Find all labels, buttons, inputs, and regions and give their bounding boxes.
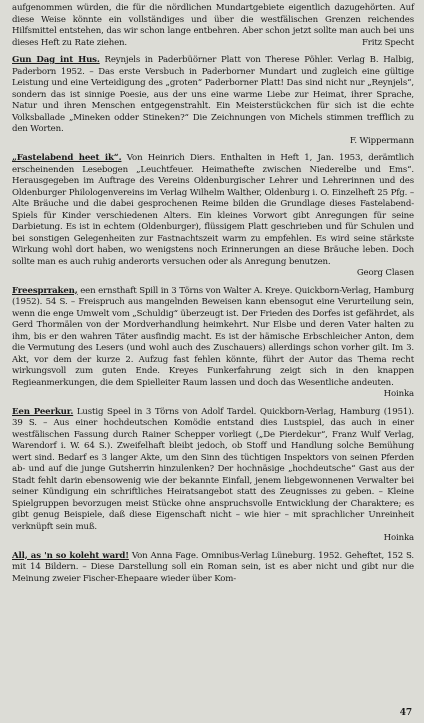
review-signature: Hoinka xyxy=(383,389,414,399)
review-text: Lustig Speel in 3 Törns von Adolf Tardel. Quickborn-Verlag, Hamburg (1951). 39 S. – Aus einer hochdeutschen Komödie entstand dies Lustspiel, das auch in einer westfälischen Fassung durch Rainer Schepper vorliegt („De Pierdekur“, Franz Wulf Verlag, Warendorf i. W. 64 S.). Zweifelhaft bleibt jedoch, ob Stoff und Handlung solche Bemühung wert sind. Bedarf es 3 langer Akte, um den Sinn des tüchtigen Inspektors von seinen Pferden ab- und auf die junge Gutsherrin hinzulenken? Der hochnäsige „hochdeutsche“ Gast aus der Stadt fehlt darin ebensowenig wie der bekannte Einfall, jenem liebgewonnenen Verwalter bei seiner Kündigung ein schriftliches Heiratsangebot statt des Zeugnisses zu geben. – Kleine Spielgruppen bevorzugen meist Stücke ohne anspruchsvolle Entwicklung der Charaktere; es gibt genug Beispiele, daß diese Eigenschaft nicht – wie hier – mit sprachlicher Unreinheit verknüpft sein muß. xyxy=(12,406,414,532)
review-text: Von Heinrich Diers. Enthalten in Heft 1, Jan. 1953, derämtlich erscheinenden Lesebogen „Leuchtfeuer. Heimathefte zwischen Niederelbe und Ems“. Herausgegeben im Auftrage des Vereins Oldenburgischer Lehrer und Lehrerinnen und des Oldenburger Philologenvereins im Verlag Wilhelm Walther, Oldenburg i. O. Einzelheft 25 Pfg. – Alte Bräuche und die dabei gesprochenen Reime bilden die Grundlage dieses Fastelabend-Spiels für Kinder verschiedenen Alters. Ein kleines Vorwort gibt Anregungen für seine Darbietung. Es ist in echtem (Oldenburger), flüssigem Platt geschrieben und für Schulen und bei sonstigen Gelegenheiten zur Fastnachtszeit warm zu empfehlen. Es wird seine stärkste Wirkung wohl dort haben, wo wenigstens noch Erinnerungen an diese Bräuche leben. Doch sollte man es auch ruhig anderorts versuchen oder als Anregung benutzen. xyxy=(12,153,414,267)
review-text: Reynjels in Paderbüörner Platt von Therese Pöhler. Verlag B. Halbig, Paderborn 1952. – Das erste Versbuch in Paderborner Mundart und zugleich eine gültige Leistung und eine Verteidigung des „groten“ Paderborner Platt! Das sind nicht nur „Reynjels“, sondern das ist sinnige Poesie, aus der uns eine warme Liebe zur Heimat, ihrer Sprache, Natur und ihren Menschen entgegenstrahlt. Ein Meisterstückchen für sich ist die echte Volksballade „Mineken odder Stineken?“ Die Zeichnungen von Michels stimmen trefflich zu den Worten. xyxy=(12,55,414,134)
review-title: Gun Dag int Hus. xyxy=(12,55,100,65)
review-title: Een Peerkur. xyxy=(12,406,74,417)
review-3 xyxy=(12,286,414,401)
review-title: All, as 'n so koleht ward! xyxy=(12,550,129,561)
review-1 xyxy=(12,55,414,147)
intro-signature: Fritz Specht xyxy=(361,37,414,48)
review-text: een ernsthaft Spill in 3 Törns von Walter A. Kreye. Quickborn-Verlag, Hamburg (1952). 54 S. – Freispruch aus mangelnden Beweisen kann ebensogut eine Verurteilung sein, wenn die enge Umwelt vom „Schuldig“ überzeugt ist. Der Frieden des Dorfes ist gefährdet, als Gerd Thormälen von der Mordverhandlung heimkehrt. Nur Elsbe und deren Vater halten zu ihm, bis er den wahren Täter ausfindig macht. Es ist der hämische Erbschleicher Anton, dem die Vermutung des Lesers (und wohl auch des Zuschauers) allerdings schon vorher gilt. Im 3. Akt, vor dem der kurze 2. Aufzug fast fehlen könnte, führt der Autor das Thema recht wirkungsvoll zum guten Ende. Kreyes Funkerfahrung zeigt sich in den knappen Regieanmerkungen, die dem Spielleiter Raum lassen und doch das Wesentliche andeuten. xyxy=(12,285,414,388)
review-text: Von Anna Fage. Omnibus-Verlag Lüneburg. 1952. Geheftet, 152 S. mit 14 Bildern. – Diese Darstellung soll ein Roman sein, ist es aber nicht und gibt nur die Meinung zweier Fischer-Ehepaare wieder über Kom- xyxy=(12,550,415,584)
review-signature: Hoinka xyxy=(383,533,414,543)
review-signature: F. Wippermann xyxy=(349,135,414,146)
review-5 xyxy=(12,551,414,586)
intro-paragraph xyxy=(12,3,414,49)
review-title: Freesprraken, xyxy=(12,285,78,296)
page-number: 47 xyxy=(399,707,412,718)
review-4 xyxy=(12,407,414,545)
intro-text: aufgenommen würden, die für die nördlichen Mundartgebiete eigentlich dazugehörten. Auf diese Weise könnte ein vollständiges und über die westfälischen Grenzen reichendes Hilfsmittel entstehen, das wir schon lange entbehren. Aber schon jetzt sollte man auch bei uns dieses Heft zu Rate ziehen. xyxy=(12,3,414,48)
review-signature: Georg Clasen xyxy=(356,268,414,278)
review-2 xyxy=(12,153,414,280)
review-title: „Fastelabend heet ik“. xyxy=(12,153,122,163)
